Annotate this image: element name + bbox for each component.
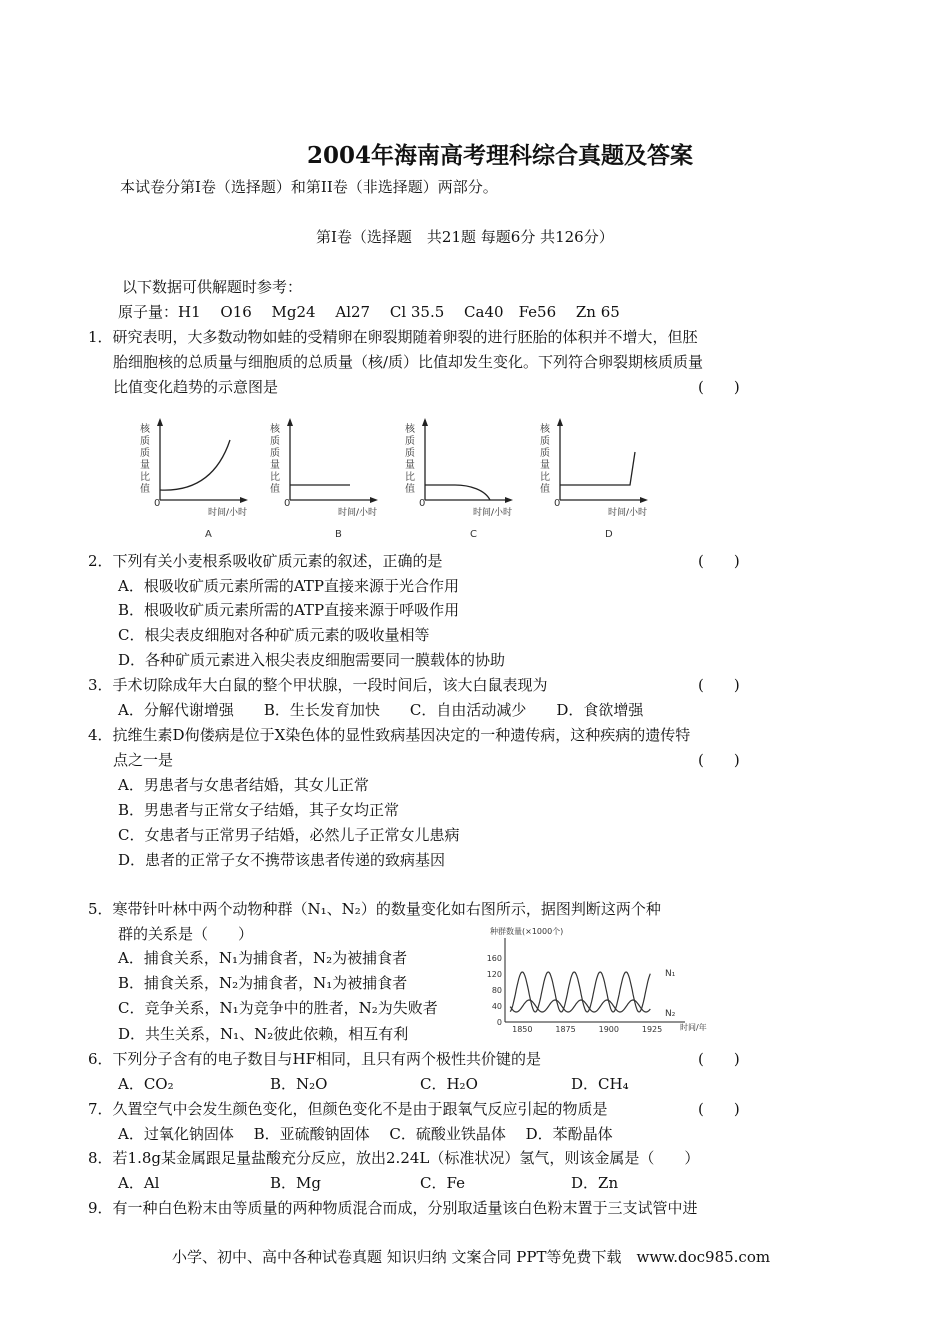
series-label: N₂ bbox=[665, 1009, 676, 1019]
q8-option: C．Fe bbox=[420, 1174, 465, 1192]
y-axis-arrow bbox=[557, 418, 563, 426]
y-axis-label-char: 比 bbox=[540, 472, 550, 483]
footer: 小学、初中、高中各种试卷真题 知识归纳 文案合同 PPT等免费下载 www.doc985.com bbox=[172, 1248, 771, 1266]
q5-option: B．捕食关系，N₂为捕食者，N₁为被捕食者 bbox=[118, 974, 408, 992]
q6-option: A．CO₂ bbox=[118, 1075, 174, 1093]
q8-option: B．Mg bbox=[270, 1174, 321, 1192]
page-title: 2004年海南高考理科综合真题及答案 bbox=[306, 142, 693, 169]
answer-bracket: ( ) bbox=[698, 552, 740, 570]
x-axis-arrow bbox=[370, 497, 378, 503]
answer-bracket: ( ) bbox=[698, 378, 740, 396]
q1-graphs bbox=[0, 0, 950, 560]
curve bbox=[560, 452, 635, 485]
y-axis-label-char: 质 bbox=[540, 436, 550, 447]
q8-option: D．Zn bbox=[571, 1174, 619, 1192]
q5-option: D．共生关系，N₁、N₂彼此依赖，相互有利 bbox=[118, 1025, 409, 1043]
y-axis-label-char: 值 bbox=[540, 484, 550, 495]
intro: 本试卷分第I卷（选择题）和第II卷（非选择题）两部分。 bbox=[120, 178, 498, 196]
y-tick-label: 40 bbox=[491, 1002, 502, 1011]
y-tick-label: 0 bbox=[496, 1018, 502, 1027]
y-axis-arrow bbox=[287, 418, 293, 426]
y-axis-label-char: 比 bbox=[140, 472, 150, 483]
x-tick-label: 1875 bbox=[555, 1025, 576, 1034]
answer-bracket: ( ) bbox=[698, 1100, 740, 1118]
answer-bracket: ( ) bbox=[698, 1050, 740, 1068]
graph-letter: A bbox=[205, 529, 212, 540]
graph-A bbox=[140, 418, 248, 540]
y-axis-label-char: 量 bbox=[540, 460, 550, 471]
y-tick-label: 80 bbox=[491, 986, 502, 995]
curve bbox=[425, 485, 490, 500]
reference-intro: 以下数据可供解题时参考： bbox=[122, 278, 303, 296]
y-axis-label-char: 质 bbox=[540, 448, 550, 459]
atomic-mass: 原子量：H1 O16 Mg24 Al27 Cl 35.5 Ca40 Fe56 Zn 65 bbox=[118, 303, 620, 321]
q3-stem: 3．手术切除成年大白鼠的整个甲状腺，一段时间后，该大白鼠表现为 bbox=[88, 676, 548, 694]
y-axis-label-char: 质 bbox=[405, 448, 415, 459]
series-label: N₁ bbox=[665, 969, 676, 979]
y-axis-label-char: 质 bbox=[405, 436, 415, 447]
q4-line: 点之一是 bbox=[113, 751, 174, 769]
q1-line: 胎细胞核的总质量与细胞质的总质量（核/质）比值却发生变化。下列符合卵裂期核质质量 bbox=[113, 353, 704, 371]
q2-stem: 2．下列有关小麦根系吸收矿质元素的叙述，正确的是 bbox=[88, 552, 443, 570]
y-axis-label-char: 值 bbox=[140, 484, 150, 495]
graph-C bbox=[405, 418, 513, 540]
y-axis-label-char: 核 bbox=[540, 424, 550, 435]
x-axis-label: 时间/小时 bbox=[608, 508, 648, 518]
q1-line: 1．研究表明，大多数动物如蛙的受精卵在卵裂期随着卵裂的进行胚胎的体积并不增大，但胚 bbox=[88, 328, 698, 346]
x-tick-label: 1925 bbox=[641, 1025, 663, 1034]
x-axis-label: 时间/小时 bbox=[473, 508, 513, 518]
origin-label: 0 bbox=[554, 498, 561, 509]
x-axis-label: 时间/年 bbox=[680, 1023, 707, 1032]
answer-bracket: ( ) bbox=[698, 751, 740, 769]
y-axis-label-char: 质 bbox=[140, 448, 150, 459]
y-axis-label-char: 量 bbox=[405, 460, 415, 471]
q6-stem: 6．下列分子含有的电子数目与HF相同，且只有两个极性共价键的是 bbox=[88, 1050, 542, 1068]
origin-label: 0 bbox=[154, 498, 161, 509]
q7-options: A．过氧化钠固体 B．亚硫酸钠固体 C．硫酸业铁晶体 D．苯酚晶体 bbox=[118, 1125, 613, 1143]
q4-option: B．男患者与正常女子结婚，其子女均正常 bbox=[118, 801, 400, 819]
y-tick-label: 120 bbox=[486, 970, 502, 979]
graph-letter: B bbox=[335, 529, 342, 540]
y-axis-label-char: 比 bbox=[405, 472, 415, 483]
x-axis-label: 时间/小时 bbox=[208, 508, 248, 518]
q5-option: A．捕食关系，N₁为捕食者，N₂为被捕食者 bbox=[118, 949, 408, 967]
q4-line: 4．抗维生素D佝偻病是位于X染色体的显性致病基因决定的一种遗传病，这种疾病的遗传特 bbox=[88, 726, 691, 744]
q9-stem: 9．有一种白色粉末由等质量的两种物质混合而成，分别取适量该白色粉末置于三支试管中进 bbox=[88, 1199, 698, 1217]
y-axis-label-char: 质 bbox=[140, 436, 150, 447]
y-tick-label: 160 bbox=[486, 954, 502, 963]
y-axis-label-char: 核 bbox=[140, 424, 150, 435]
y-axis-label-char: 核 bbox=[270, 424, 280, 435]
population-chart bbox=[480, 920, 730, 1040]
q2-option: D．各种矿质元素进入根尖表皮细胞需要同一膜载体的协助 bbox=[118, 651, 506, 669]
y-axis-label-char: 值 bbox=[270, 484, 280, 495]
x-tick-label: 1900 bbox=[598, 1025, 619, 1034]
y-axis-label-char: 量 bbox=[270, 460, 280, 471]
q8-stem: 8．若1.8g某金属跟足量盐酸充分反应，放出2.24L（标准状况）氢气，则该金属是（ ） bbox=[88, 1149, 700, 1167]
x-tick-label: 1850 bbox=[512, 1025, 533, 1034]
q6-option: B．N₂O bbox=[270, 1075, 328, 1093]
x-axis-label: 时间/小时 bbox=[338, 508, 378, 518]
q5-line: 群的关系是（ ） bbox=[118, 925, 254, 943]
graph-letter: C bbox=[470, 529, 477, 540]
y-axis-label: 种群数量(×1000个) bbox=[490, 927, 564, 936]
y-axis-label-char: 量 bbox=[140, 460, 150, 471]
x-axis-arrow bbox=[240, 497, 248, 503]
y-axis-arrow bbox=[422, 418, 428, 426]
q5-option: C．竞争关系，N₁为竞争中的胜者，N₂为失败者 bbox=[118, 999, 438, 1017]
graph-letter: D bbox=[605, 529, 613, 540]
q2-option: A．根吸收矿质元素所需的ATP直接来源于光合作用 bbox=[118, 577, 459, 595]
q4-option: D．患者的正常子女不携带该患者传递的致病基因 bbox=[118, 851, 446, 869]
y-axis-label-char: 核 bbox=[405, 424, 415, 435]
y-axis-label-char: 质 bbox=[270, 448, 280, 459]
y-axis-label-char: 值 bbox=[405, 484, 415, 495]
answer-bracket: ( ) bbox=[698, 676, 740, 694]
q7-stem: 7．久置空气中会发生颜色变化，但颜色变化不是由于跟氧气反应引起的物质是 bbox=[88, 1100, 608, 1118]
origin-label: 0 bbox=[419, 498, 426, 509]
q5-line: 5．寒带针叶林中两个动物种群（N₁、N₂）的数量变化如右图所示，据图判断这两个种 bbox=[88, 900, 661, 918]
q2-option: B．根吸收矿质元素所需的ATP直接来源于呼吸作用 bbox=[118, 601, 460, 619]
q3-options: A．分解代谢增强 B．生长发育加快 C．自由活动减少 D．食欲增强 bbox=[118, 701, 644, 719]
curve bbox=[160, 440, 230, 490]
q8-option: A．Al bbox=[118, 1174, 160, 1192]
graph-B bbox=[270, 418, 378, 540]
y-axis-label-char: 比 bbox=[270, 472, 280, 483]
y-axis-arrow bbox=[157, 418, 163, 426]
y-axis-label-char: 质 bbox=[270, 436, 280, 447]
q6-option: D．CH₄ bbox=[571, 1075, 629, 1093]
origin-label: 0 bbox=[284, 498, 291, 509]
x-axis-arrow bbox=[505, 497, 513, 503]
series-line-1 bbox=[510, 972, 650, 1012]
graph-D bbox=[540, 418, 648, 540]
q4-option: A．男患者与女患者结婚，其女儿正常 bbox=[118, 776, 369, 794]
section-heading: 第I卷（选择题 共21题 每题6分 共126分） bbox=[316, 228, 614, 246]
q4-option: C．女患者与正常男子结婚，必然儿子正常女儿患病 bbox=[118, 826, 460, 844]
q1-line: 比值变化趋势的示意图是 bbox=[113, 378, 279, 396]
x-axis-arrow bbox=[640, 497, 648, 503]
q6-option: C．H₂O bbox=[420, 1075, 478, 1093]
q2-option: C．根尖表皮细胞对各种矿质元素的吸收量相等 bbox=[118, 626, 430, 644]
